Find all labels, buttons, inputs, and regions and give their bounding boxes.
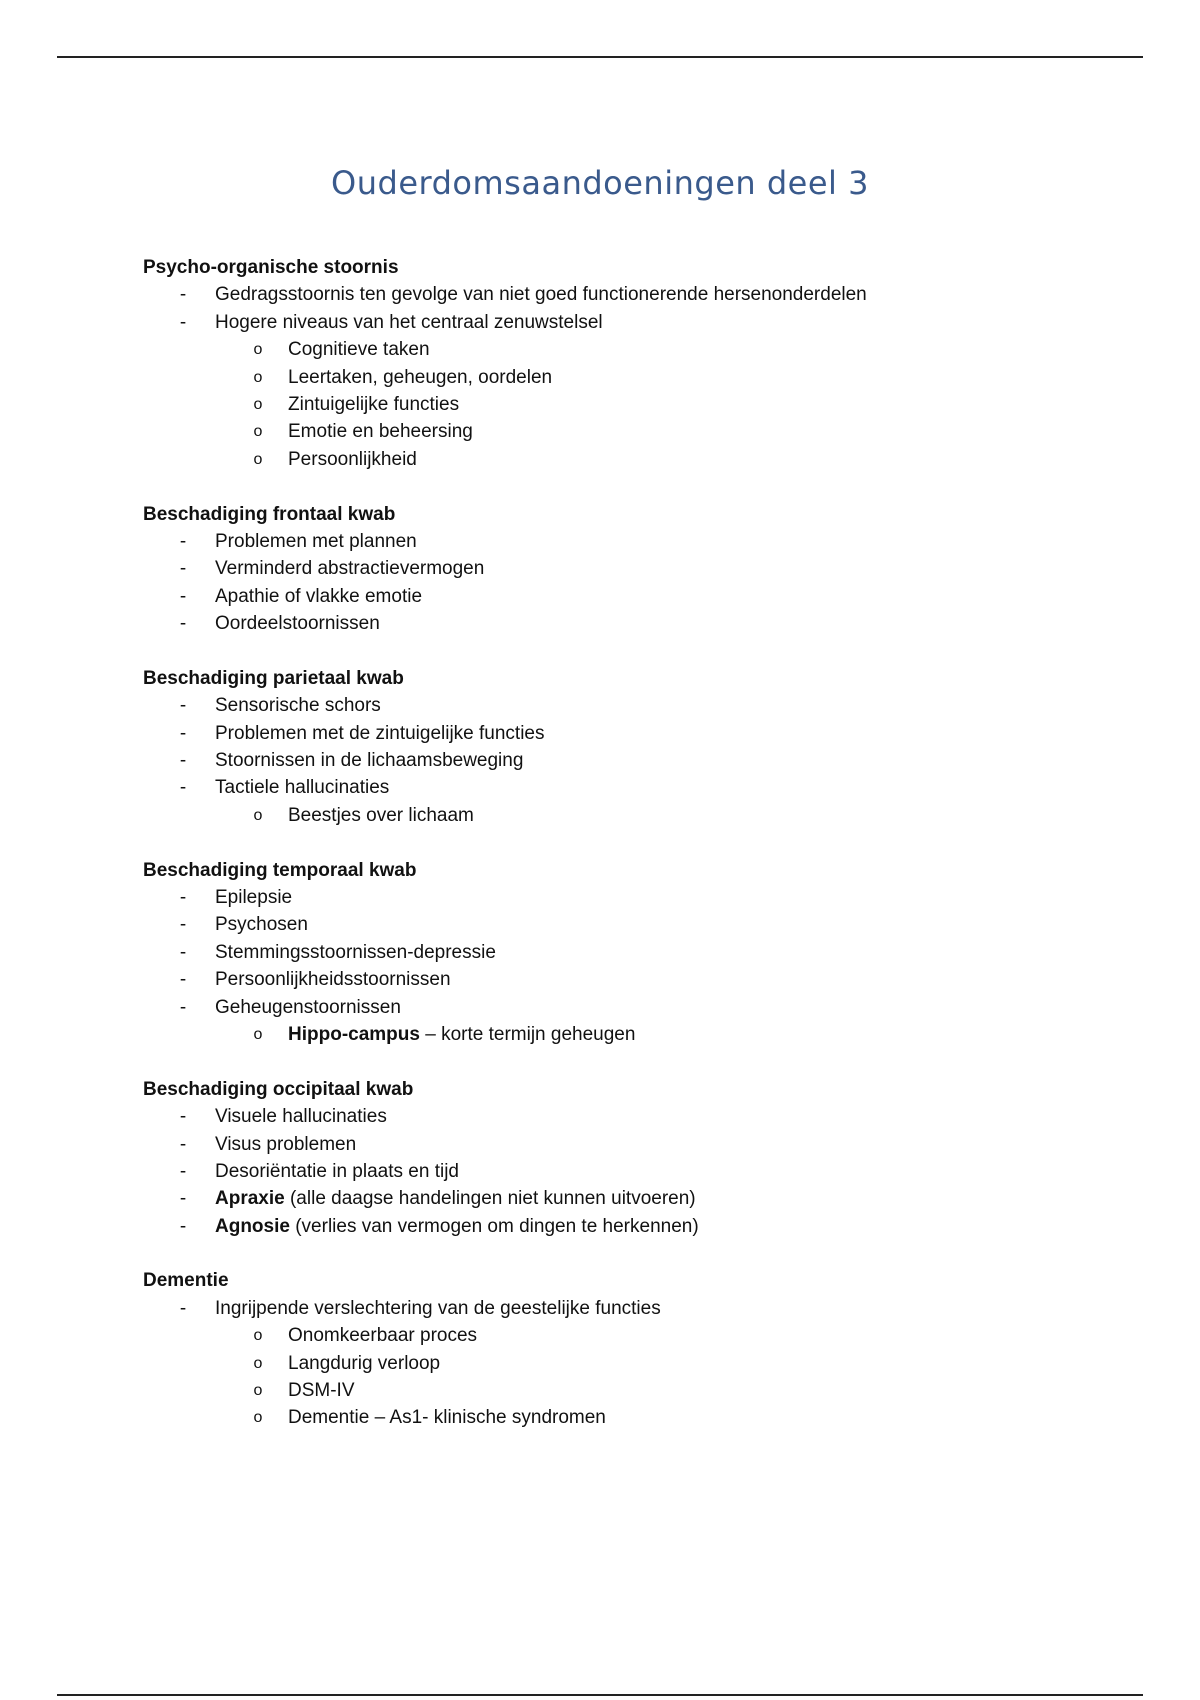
list-item: - Stemmingsstoornissen-depressie: [143, 939, 1123, 966]
circle-bullet-icon: o: [253, 341, 263, 359]
list-item: - Problemen met plannen: [143, 528, 1123, 555]
bold-term: Apraxie: [215, 1188, 285, 1210]
sub-list-item: o Leertaken, geheugen, oordelen: [143, 364, 1123, 391]
section-psycho-organische-stoornis: [143, 254, 1123, 473]
circle-bullet-icon: o: [253, 1327, 263, 1345]
list-item: - Geheugenstoornissen: [143, 994, 1123, 1021]
list-item: - Tactiele hallucinaties: [143, 774, 1123, 801]
bullet-list: [143, 692, 1123, 829]
dash-bullet-icon: -: [179, 1160, 187, 1182]
document-body: [143, 254, 1123, 1459]
list-item: - Gedragsstoornis ten gevolge van niet goed functionerende hersenonderdelen: [143, 281, 1123, 308]
sub-list: [143, 802, 1123, 829]
section-dementie: [143, 1267, 1123, 1431]
dash-bullet-icon: -: [179, 722, 187, 744]
sub-list-item: o Cognitieve taken: [143, 336, 1123, 363]
list-item: - Hogere niveaus van het centraal zenuwstelsel: [143, 309, 1123, 336]
dash-bullet-icon: -: [179, 1297, 187, 1319]
list-item: - Sensorische schors: [143, 692, 1123, 719]
bullet-list: [143, 528, 1123, 638]
circle-bullet-icon: o: [253, 423, 263, 441]
sub-list-item: o Emotie en beheersing: [143, 418, 1123, 445]
section-heading: Psycho-organische stoornis: [143, 257, 399, 278]
bullet-list: [143, 281, 1123, 473]
circle-bullet-icon: o: [253, 1025, 263, 1043]
sub-list-item: o Persoonlijkheid: [143, 446, 1123, 473]
dash-bullet-icon: -: [179, 311, 187, 333]
dash-bullet-icon: -: [179, 613, 187, 635]
dash-bullet-icon: -: [179, 886, 187, 908]
list-item: - Apraxie (alle daagse handelingen niet kunnen uitvoeren): [143, 1185, 1123, 1212]
list-item: - Ingrijpende verslechtering van de geestelijke functies: [143, 1295, 1123, 1322]
list-item: - Desoriëntatie in plaats en tijd: [143, 1158, 1123, 1185]
dash-bullet-icon: -: [179, 969, 187, 991]
list-item: - Epilepsie: [143, 884, 1123, 911]
list-item: - Verminderd abstractievermogen: [143, 555, 1123, 582]
dash-bullet-icon: -: [179, 1133, 187, 1155]
circle-bullet-icon: o: [253, 1382, 263, 1400]
circle-bullet-icon: o: [253, 806, 263, 824]
sub-list-item: o DSM-IV: [143, 1377, 1123, 1404]
list-item: - Apathie of vlakke emotie: [143, 583, 1123, 610]
bullet-list: [143, 884, 1123, 1048]
sub-list: [143, 1322, 1123, 1432]
sub-list-item: o Langdurig verloop: [143, 1350, 1123, 1377]
bullet-list: [143, 1103, 1123, 1240]
circle-bullet-icon: o: [253, 450, 263, 468]
dash-bullet-icon: -: [179, 284, 187, 306]
section-beschadiging-occipitaal-kwab: [143, 1076, 1123, 1240]
list-item: - Visuele hallucinaties: [143, 1103, 1123, 1130]
sub-list-item: o Onomkeerbaar proces: [143, 1322, 1123, 1349]
circle-bullet-icon: o: [253, 1409, 263, 1427]
circle-bullet-icon: o: [253, 1354, 263, 1372]
bold-term: Hippo-campus: [288, 1023, 420, 1045]
section-beschadiging-frontaal-kwab: [143, 501, 1123, 638]
list-item: - Agnosie (verlies van vermogen om dingen te herkennen): [143, 1213, 1123, 1240]
dash-bullet-icon: -: [179, 695, 187, 717]
dash-bullet-icon: -: [179, 558, 187, 580]
dash-bullet-icon: -: [179, 1215, 187, 1237]
section-beschadiging-parietaal-kwab: [143, 665, 1123, 829]
circle-bullet-icon: o: [253, 368, 263, 386]
section-heading: Beschadiging parietaal kwab: [143, 667, 404, 689]
top-rule: [57, 56, 1143, 58]
dash-bullet-icon: -: [179, 941, 187, 963]
bullet-list: [143, 1295, 1123, 1432]
sub-list-item: o Beestjes over lichaam: [143, 802, 1123, 829]
list-item: - Stoornissen in de lichaamsbeweging: [143, 747, 1123, 774]
list-item: - Psychosen: [143, 911, 1123, 938]
list-item: - Visus problemen: [143, 1131, 1123, 1158]
section-heading: Dementie: [143, 1270, 229, 1292]
list-item: - Problemen met de zintuigelijke functies: [143, 720, 1123, 747]
section-heading: Beschadiging frontaal kwab: [143, 503, 396, 525]
dash-bullet-icon: -: [179, 1188, 187, 1210]
list-item: - Oordeelstoornissen: [143, 610, 1123, 637]
dash-bullet-icon: -: [179, 750, 187, 772]
section-heading: Beschadiging occipitaal kwab: [143, 1078, 414, 1100]
bottom-rule: [57, 1694, 1143, 1696]
dash-bullet-icon: -: [179, 914, 187, 936]
section-heading: Beschadiging temporaal kwab: [143, 859, 417, 881]
section-beschadiging-temporaal-kwab: [143, 857, 1123, 1049]
circle-bullet-icon: o: [253, 395, 263, 413]
sub-list-item: o Zintuigelijke functies: [143, 391, 1123, 418]
dash-bullet-icon: -: [179, 530, 187, 552]
sub-list-item: o Dementie – As1- klinische syndromen: [143, 1404, 1123, 1431]
page-title: Ouderdomsaandoeningen deel 3: [331, 164, 869, 202]
dash-bullet-icon: -: [179, 1106, 187, 1128]
dash-bullet-icon: -: [179, 777, 187, 799]
bold-term: Agnosie: [215, 1215, 290, 1237]
list-item: - Persoonlijkheidsstoornissen: [143, 966, 1123, 993]
dash-bullet-icon: -: [179, 585, 187, 607]
sub-list: [143, 1021, 1123, 1048]
sub-list: [143, 336, 1123, 473]
sub-list-item: o Hippo-campus – korte termijn geheugen: [143, 1021, 1123, 1048]
dash-bullet-icon: -: [179, 996, 187, 1018]
